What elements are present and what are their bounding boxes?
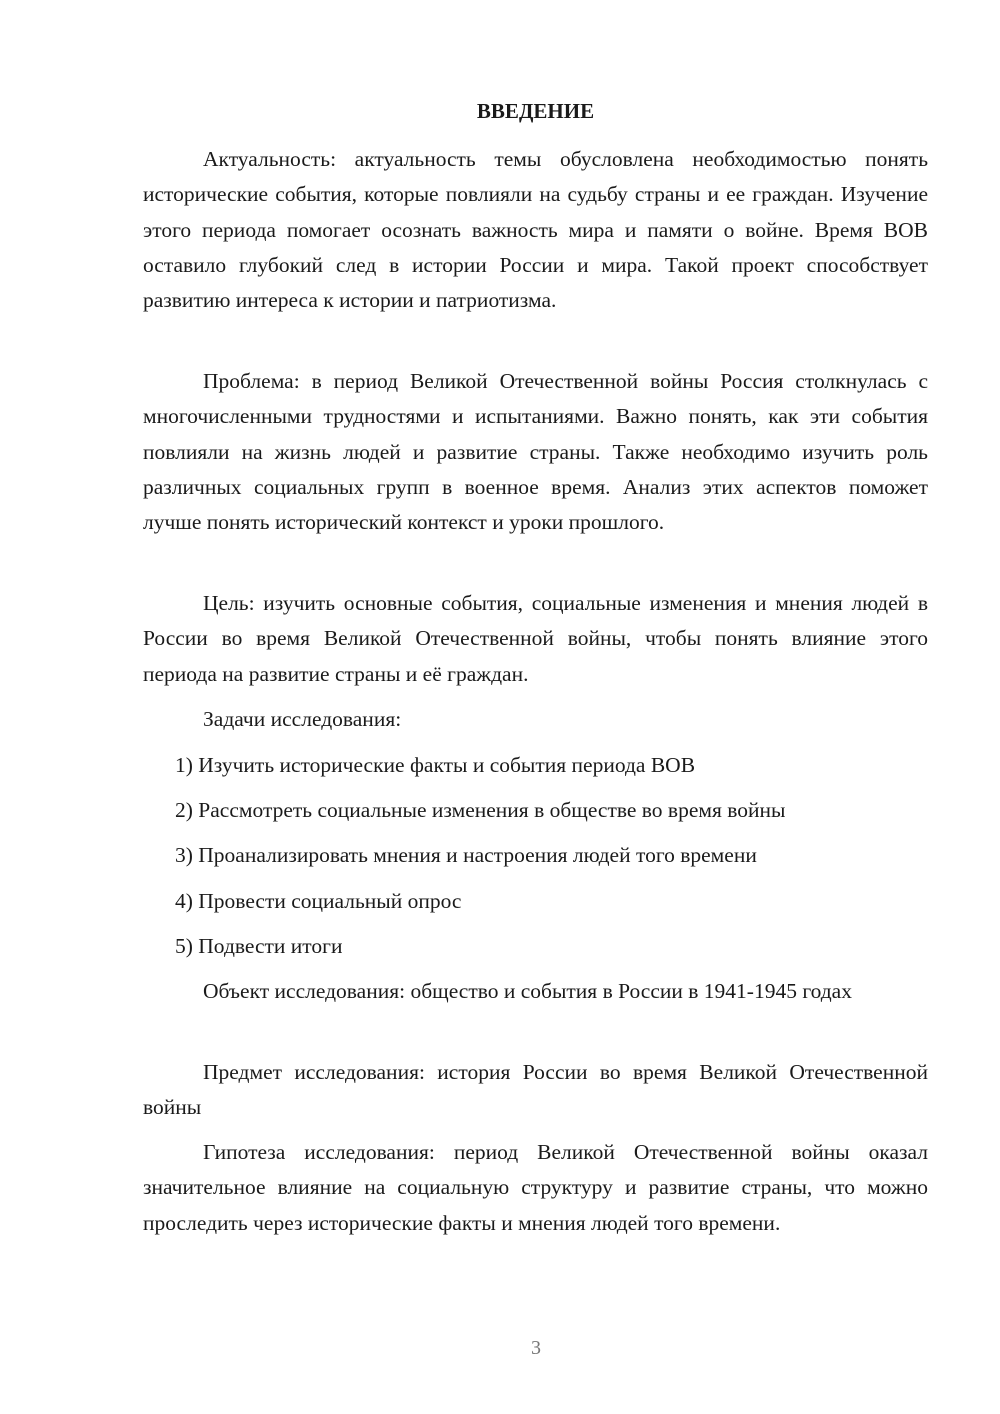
problem-paragraph: Проблема: в период Великой Отечественной войны Россия столкнулась с многочисленными трудностями и испытаниями. Важно понять, как эти события повлияли на жизнь людей и развитие страны. Также необходимо изучить роль различных социальных групп в военное время. Анализ этих аспектов поможет лучше понять исторический контекст и уроки прошлого. bbox=[143, 369, 928, 535]
relevance-paragraph: Актуальность: актуальность темы обусловлена необходимостью понять исторические события, которые повлияли на судьбу страны и ее граждан. Изучение этого периода помогает осознать важность мира и памяти о войне. Время ВОВ оставило глубокий след в истории России и мира. Такой проект способствует развитию интереса к истории и патриотизма. bbox=[143, 147, 928, 313]
task-item: 4) Провести социальный опрос bbox=[175, 889, 462, 913]
task-item: 2) Рассмотреть социальные изменения в обществе во время войны bbox=[175, 798, 786, 822]
task-item: 1) Изучить исторические факты и события периода ВОВ bbox=[175, 753, 696, 777]
task-item: 3) Проанализировать мнения и настроения людей того времени bbox=[175, 843, 757, 867]
task-item: 5) Подвести итоги bbox=[175, 934, 343, 958]
hypothesis-paragraph: Гипотеза исследования: период Великой Отечественной войны оказал значительное влияние на социальную структуру и развитие страны, что можно проследить через исторические факты и мнения людей того времени. bbox=[143, 1140, 928, 1235]
page-number: 3 bbox=[531, 1337, 541, 1359]
section-title: ВВЕДЕНИЕ bbox=[476, 99, 595, 123]
object-paragraph: Объект исследования: общество и события в России в 1941-1945 годах bbox=[203, 979, 852, 1003]
subject-paragraph: Предмет исследования: история России во время Великой Отечественной войны bbox=[143, 1060, 928, 1120]
tasks-heading: Задачи исследования: bbox=[203, 707, 402, 731]
goal-paragraph: Цель: изучить основные события, социальные изменения и мнения людей в России во время Великой Отечественной войны, чтобы понять влияние этого периода на развитие страны и её граждан. bbox=[143, 591, 928, 686]
